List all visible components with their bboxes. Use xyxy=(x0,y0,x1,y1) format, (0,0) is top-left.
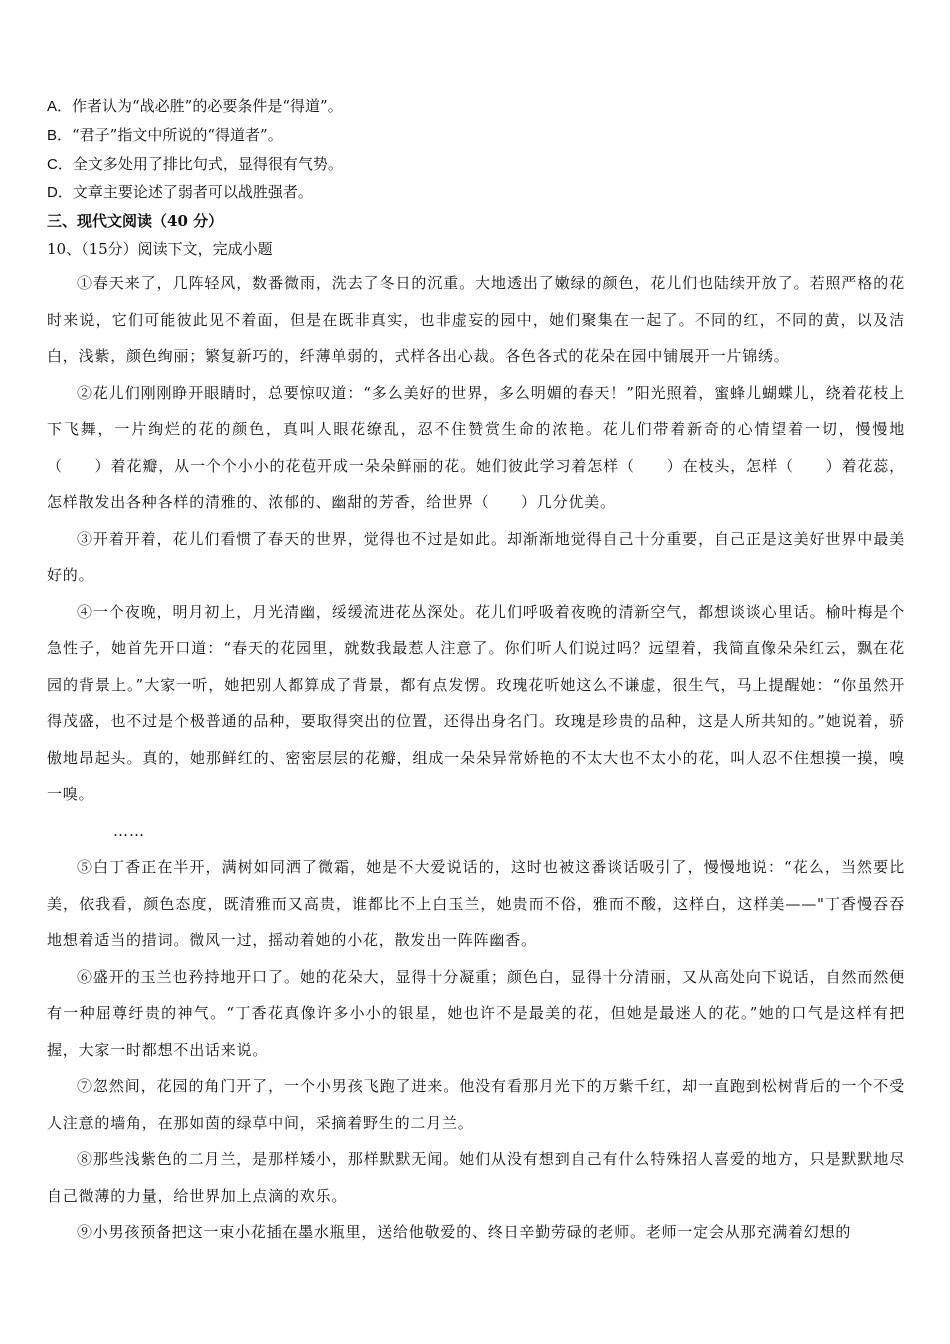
option-label: B． xyxy=(47,127,73,144)
paragraph-3: ③开着开着，花儿们看惯了春天的世界，觉得也不过是如此。却渐渐地觉得自己十分重要，自己正是这美好世界中最美好的。 xyxy=(47,529,905,584)
option-d xyxy=(47,181,313,204)
section-title: 三、现代文阅读（40 分） xyxy=(47,212,224,230)
option-text: “君子”指文中所说的“得道者”。 xyxy=(72,126,283,144)
ellipsis: …… xyxy=(113,821,145,840)
option-b xyxy=(47,124,283,147)
option-label: A． xyxy=(47,98,73,115)
paragraph-5: ⑤白丁香正在半开，满树如同洒了微霜，她是不大爱说话的，这时也被这番谈话吸引了，慢慢地说：“花么，当然要比美，依我看，颜色态度，既清雅而又高贵，谁都比不上白玉兰，她贵而不俗，雅而不酸，这样白，这样美——"丁香慢吞吞地想着适当的措词。微风一过，摇动着她的小花，散发出一阵阵幽香。 xyxy=(47,858,905,949)
paragraph-1: ①春天来了，几阵轻风，数番微雨，洗去了冬日的沉重。大地透出了嫩绿的颜色，花儿们也陆续开放了。若照严格的花时来说，它们可能彼此见不着面，但是在既非真实，也非虚妄的园中，她们聚集在一起了。不同的红，不同的黄，以及洁白，浅紫，颜色绚丽；繁复新巧的，纤薄单弱的，式样各出心裁。各色各式的花朵在园中铺展开一片锦绣。 xyxy=(47,274,905,365)
option-a xyxy=(47,95,343,118)
paragraph-6: ⑥盛开的玉兰也矜持地开口了。她的花朵大，显得十分凝重；颜色白，显得十分清丽，又从高处向下说话，自然而然便有一种屈尊纡贵的神气。“丁香花真像许多小小的银星，她也许不是最美的花，但她是最迷人的花。”她的口气是这样有把握，大家一时都想不出话来说。 xyxy=(47,967,905,1059)
paragraph-9: ⑨小男孩预备把这一束小花插在墨水瓶里，送给他敬爱的、终日辛勤劳碌的老师。老师一定会从那充满着幻想的 xyxy=(77,1223,852,1241)
paragraph-4: ④一个夜晚，明月初上，月光清幽，绥缓流进花丛深处。花儿们呼吸着夜晚的清新空气，都想谈谈心里话。榆叶梅是个急性子，她首先开口道：“春天的花园里，就数我最惹人注意了。你们听人们说过吗？远望着，我简直像朵朵红云，飘在花园的背景上。”大家一听，她把别人都算成了背景，都有点发愣。玫瑰花听她这么不谦虚，很生气，马上提醒她：“你虽然开得茂盛，也不过是个极普通的品种，要取得突出的位置，还得出身名门。玫瑰是珍贵的品种，这是人所共知的。”她说着，骄傲地昂起头。真的，她那鲜红的、密密层层的花瓣，组成一朵朵异常娇艳的不太大也不太小的花，叫人忍不住想摸一摸，嗅一嗅。 xyxy=(47,602,905,803)
option-c xyxy=(47,153,343,176)
paragraph-8: ⑧那些浅紫色的二月兰，是那样矮小，那样默默无闻。她们从没有想到自己有什么特殊招人喜爱的地方，只是默默地尽自己微薄的力量，给世界加上点滴的欢乐。 xyxy=(47,1150,905,1205)
option-text: 全文多处用了排比句式，显得很有气势。 xyxy=(72,155,343,173)
option-text: 文章主要论述了弱者可以战胜强者。 xyxy=(72,183,313,201)
option-label: D． xyxy=(47,184,73,201)
question-header: 10、（15分）阅读下文，完成小题 xyxy=(47,240,273,258)
option-label: C． xyxy=(47,156,73,173)
paragraph-7: ⑦忽然间，花园的角门开了，一个小男孩飞跑了进来。他没有看那月光下的万紫千红，却一直跑到松树背后的一个不受人注意的墙角，在那如茵的绿草中间，采摘着野生的二月兰。 xyxy=(47,1077,905,1132)
passage xyxy=(47,265,905,1251)
paragraph-2: ②花儿们刚刚睁开眼睛时，总要惊叹道：“多么美好的世界，多么明媚的春天！”阳光照着，蜜蜂儿蝴蝶儿，绕着花枝上下飞舞，一片绚烂的花的颜色，真叫人眼花缭乱，忍不住赞赏生命的浓艳。花儿们带着新奇的心情望着一切，慢慢地（ ）着花瓣，从一个个小小的花苞开成一朵朵鲜丽的花。她们彼此学习着怎样（ ）在枝头，怎样（ ）着花蕊，怎样散发出各种各样的清雅的、浓郁的、幽甜的芳香，给世界（ ）几分优美。 xyxy=(47,383,905,511)
option-text: 作者认为“战必胜”的必要条件是“得道”。 xyxy=(72,97,343,115)
